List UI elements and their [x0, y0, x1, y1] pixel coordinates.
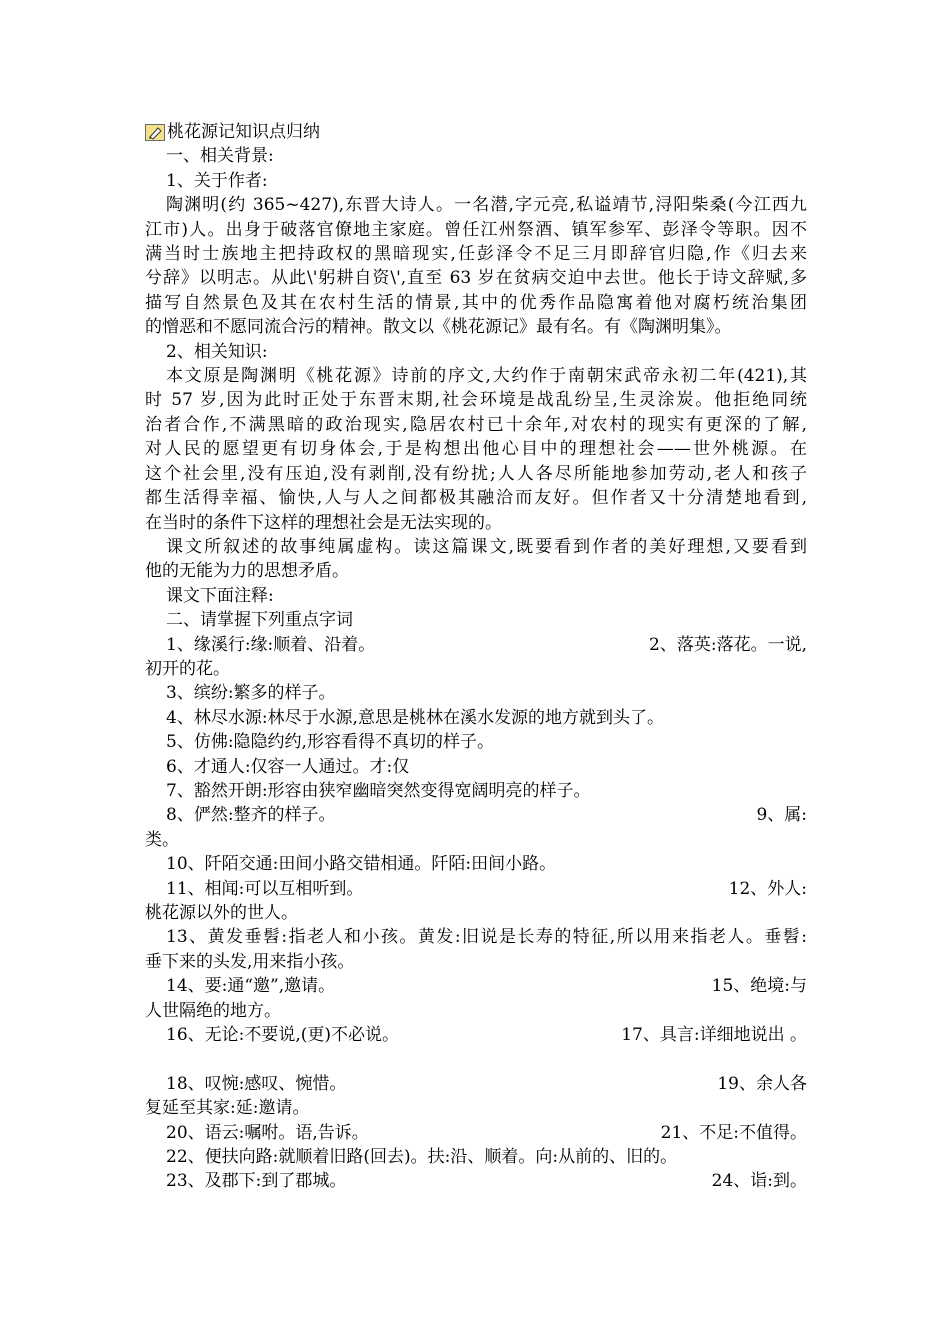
word-entry: 8、俨然:整齐的样子。 — [166, 805, 336, 826]
notes-label: 课文下面注释: — [166, 585, 274, 606]
list-item — [145, 1169, 807, 1193]
document-title: 桃花源记知识点归纳 — [167, 122, 320, 142]
list-item-continuation: 桃花源以外的世人。 — [145, 903, 298, 923]
blank-line — [145, 1047, 807, 1071]
list-item — [145, 803, 807, 827]
list-item — [145, 974, 807, 998]
word-entry: 15、绝境:与 — [711, 976, 807, 997]
word-entry: 18、叹惋:感叹、惋惜。 — [166, 1073, 347, 1094]
paragraph-line: 课文所叙述的故事纯属虚构。读这篇课文,既要看到作者的美好理想,又要看到 — [166, 536, 807, 557]
vocabulary-list — [145, 633, 807, 1194]
paragraph-line: 他的无能为力的思想矛盾。 — [145, 561, 349, 582]
list-item — [145, 1023, 807, 1047]
paragraph-line: 在当时的条件下这样的理想社会是无法实现的。 — [145, 512, 502, 533]
word-entry: 16、无论:不要说,(更)不必说。 — [166, 1025, 400, 1046]
list-item — [145, 1121, 807, 1145]
list-item: 4、林尽水源:林尽于水源,意思是桃林在溪水发源的地方就到头了。 — [166, 707, 664, 728]
document-icon — [145, 124, 165, 141]
paragraph-line: 江市)人。出身于破落官僚地主家庭。曾任江州祭酒、镇军参军、彭泽令等职。因不 — [145, 219, 807, 240]
knowledge-paragraph — [145, 364, 807, 535]
list-item-continuation: 初开的花。 — [145, 658, 230, 679]
word-entry: 9、属: — [756, 805, 807, 826]
word-entry: 21、不足:不值得。 — [660, 1122, 807, 1143]
paragraph-line: 这个社会里,没有压迫,没有剥削,没有纷扰;人人各尽所能地参加劳动,老人和孩子 — [145, 463, 807, 484]
section-heading-background: 一、相关背景: — [166, 146, 274, 167]
word-entry: 14、要:通“邀”,邀请。 — [166, 976, 336, 997]
word-entry: 17、具言:详细地说出 。 — [621, 1025, 807, 1046]
list-item: 22、便扶向路:就顺着旧路(回去)。扶:沿、顺着。向:从前的、旧的。 — [166, 1147, 678, 1168]
word-entry: 2、落英:落花。一说, — [649, 634, 807, 655]
paragraph-line: 满当时士族地主把持政权的黑暗现实,任彭泽令不足三月即辞官归隐,作《归去来 — [145, 244, 807, 265]
list-item: 3、缤纷:繁多的样子。 — [166, 683, 336, 704]
word-entry: 12、外人: — [728, 878, 807, 899]
paragraph-line: 描写自然景色及其在农村生活的情景,其中的优秀作品隐寓着他对腐朽统治集团 — [145, 292, 807, 313]
list-item-continuation: 垂下来的头发,用来指小孩。 — [145, 951, 355, 972]
list-item — [145, 633, 807, 657]
list-item — [145, 1072, 807, 1096]
paragraph-line: 时 57 岁,因为此时正处于东晋末期,社会环境是战乱纷呈,生灵涂炭。他拒绝同统 — [145, 390, 807, 411]
word-entry: 1、缘溪行:缘:顺着、沿着。 — [166, 634, 376, 655]
list-item-continuation: 复延至其家:延:邀请。 — [145, 1098, 310, 1119]
word-entry: 19、余人各 — [717, 1073, 807, 1094]
list-item: 7、豁然开朗:形容由狭窄幽暗突然变得宽阔明亮的样子。 — [166, 780, 591, 801]
document-title-row — [145, 120, 807, 144]
word-entry: 24、诣:到。 — [711, 1171, 807, 1192]
list-item-continuation: 人世隔绝的地方。 — [145, 1000, 281, 1021]
list-item-continuation: 类。 — [145, 829, 179, 850]
document-body — [145, 120, 807, 1194]
word-entry: 11、相闻:可以互相听到。 — [166, 878, 364, 899]
paragraph-line: 兮辞》以明志。从此\'躬耕自资\',直至 63 岁在贫病交迫中去世。他长于诗文辞赋,多 — [145, 268, 807, 289]
list-item: 5、仿佛:隐隐约约,形容看得不真切的样子。 — [166, 732, 494, 753]
subheading-author: 1、关于作者: — [166, 170, 268, 191]
paragraph-line: 对人民的愿望更有切身体会,于是构想出他心目中的理想社会——世外桃源。在 — [145, 439, 807, 460]
paragraph-line: 本文原是陶渊明《桃花源》诗前的序文,大约作于南朝宋武帝永初二年(421),其 — [166, 366, 807, 387]
paragraph-line: 的憎恶和不愿同流合污的精神。散文以《桃花源记》最有名。有《陶渊明集》。 — [145, 317, 732, 338]
subheading-knowledge: 2、相关知识: — [166, 341, 268, 362]
word-entry: 23、及郡下:到了郡城。 — [166, 1171, 347, 1192]
word-entry: 20、语云:嘱咐。语,告诉。 — [166, 1122, 369, 1143]
story-paragraph — [145, 535, 807, 584]
list-item: 13、黄发垂髫:指老人和小孩。黄发:旧说是长寿的特征,所以用来指老人。垂髫: — [166, 927, 807, 948]
paragraph-line: 都生活得幸福、愉快,人与人之间都极其融洽而友好。但作者又十分清楚地看到, — [145, 488, 807, 509]
author-paragraph — [145, 193, 807, 339]
paragraph-line: 陶渊明(约 365~427),东晋大诗人。一名潜,字元亮,私谥靖节,浔阳柴桑(今江西九 — [166, 195, 807, 216]
paragraph-line: 治者合作,不满黑暗的政治现实,隐居农村已十余年,对农村的现实有更深的了解, — [145, 414, 807, 435]
list-item: 10、阡陌交通:田间小路交错相通。阡陌:田间小路。 — [166, 854, 557, 875]
list-item — [145, 877, 807, 901]
section-heading-vocabulary: 二、请掌握下列重点字词 — [166, 610, 353, 631]
list-item: 6、才通人:仅容一人通过。才:仅 — [166, 756, 410, 777]
